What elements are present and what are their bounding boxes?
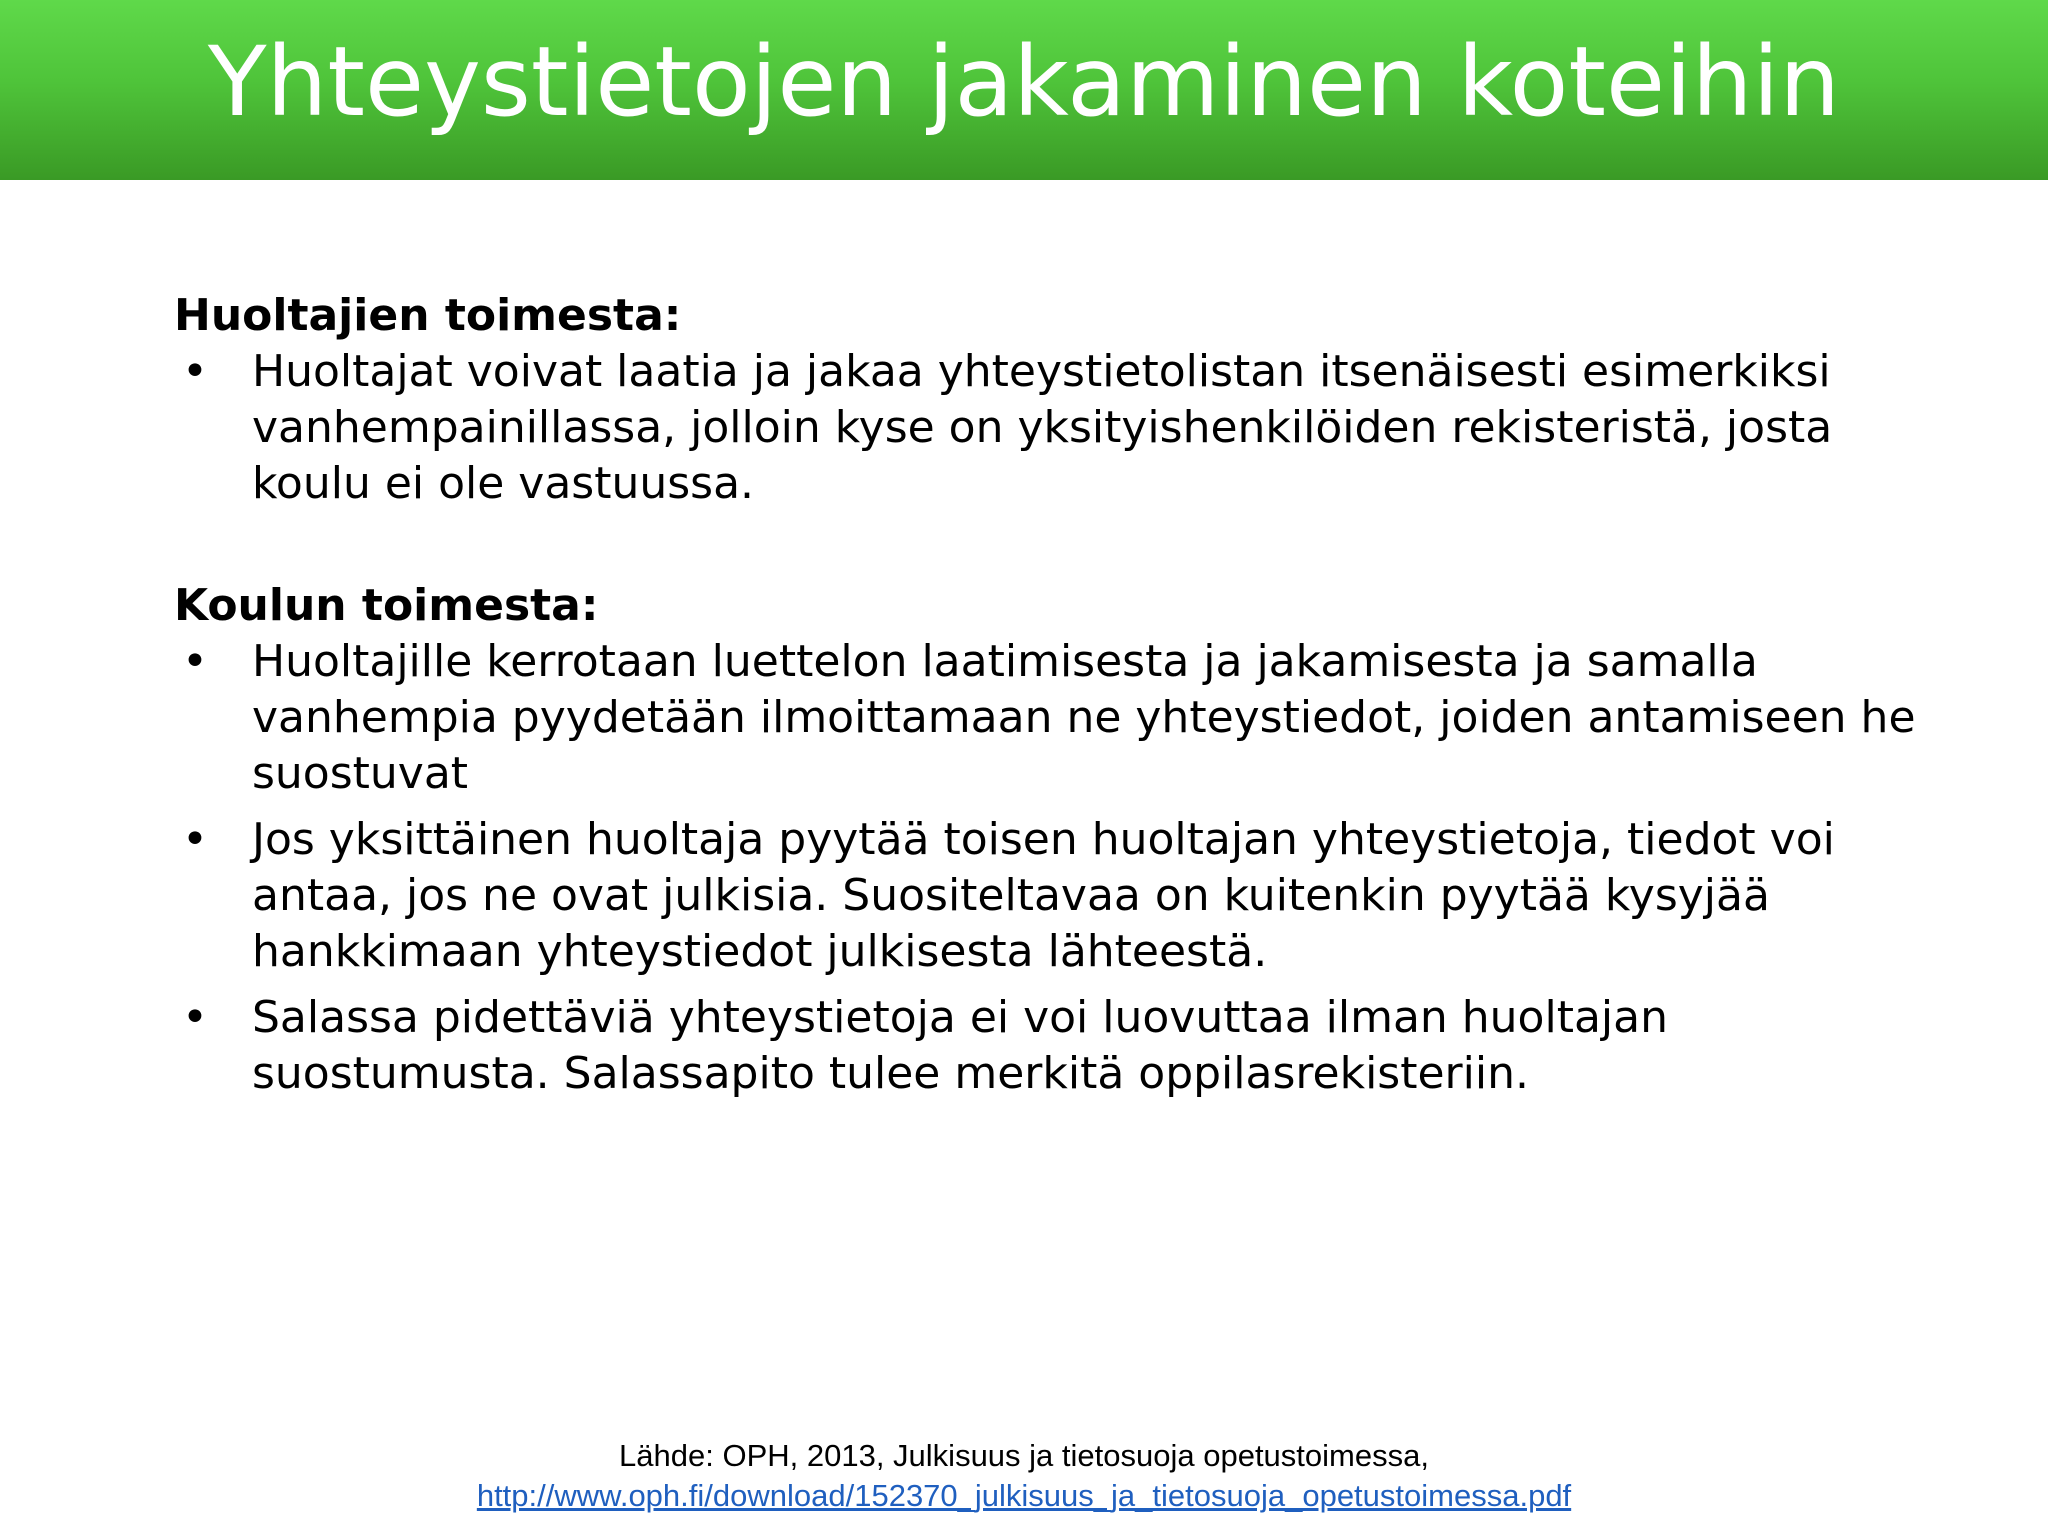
section-heading: Koulun toimesta: [174,580,599,631]
section-huoltajien [174,288,1934,512]
bullet-text: Huoltajat voivat laatia ja jakaa yhteystietolistan itsenäisesti esimerkiksi vanhempainillassa, jolloin kyse on yksityishenkilöiden rekisteristä, josta koulu ei ole vastuussa. [252,346,1833,509]
list-item [174,634,1934,802]
bullet-icon: • [182,636,208,687]
bullet-text: Salassa pidettäviä yhteystietoja ei voi luovuttaa ilman huoltajan suostumusta. Salassapito tulee merkitä oppilasrekisteriin. [252,992,1668,1099]
section-heading: Huoltajien toimesta: [174,290,682,341]
list-item [174,812,1934,980]
section-spacer [174,522,1934,578]
bullet-icon: • [182,814,208,865]
bullet-text: Jos yksittäinen huoltaja pyytää toisen huoltajan yhteystietoja, tiedot voi antaa, jos ne ovat julkisia. Suositeltavaa on kuitenkin pyytää kysyjää hankkimaan yhteystiedot julkisesta lähteestä. [252,814,1835,977]
bullet-list [174,634,1934,1102]
title-bar [0,0,2048,180]
source-citation [0,1436,2048,1516]
section-koulun [174,578,1934,1102]
list-item [174,990,1934,1102]
bullet-icon: • [182,346,208,397]
source-link[interactable]: http://www.oph.fi/download/152370_julkisuus_ja_tietosuoja_opetustoimessa.pdf [476,1478,1572,1513]
source-text: Lähde: OPH, 2013, Julkisuus ja tietosuoja opetustoimessa, [619,1438,1429,1473]
slide-content [174,288,1934,1112]
list-item [174,344,1934,512]
bullet-text: Huoltajille kerrotaan luettelon laatimisesta ja jakamisesta ja samalla vanhempia pyydetään ilmoittamaan ne yhteystiedot, joiden antamiseen he suostuvat [252,636,1916,799]
bullet-list [174,344,1934,512]
slide-title: Yhteystietojen jakaminen koteihin [207,26,1841,138]
bullet-icon: • [182,992,208,1043]
